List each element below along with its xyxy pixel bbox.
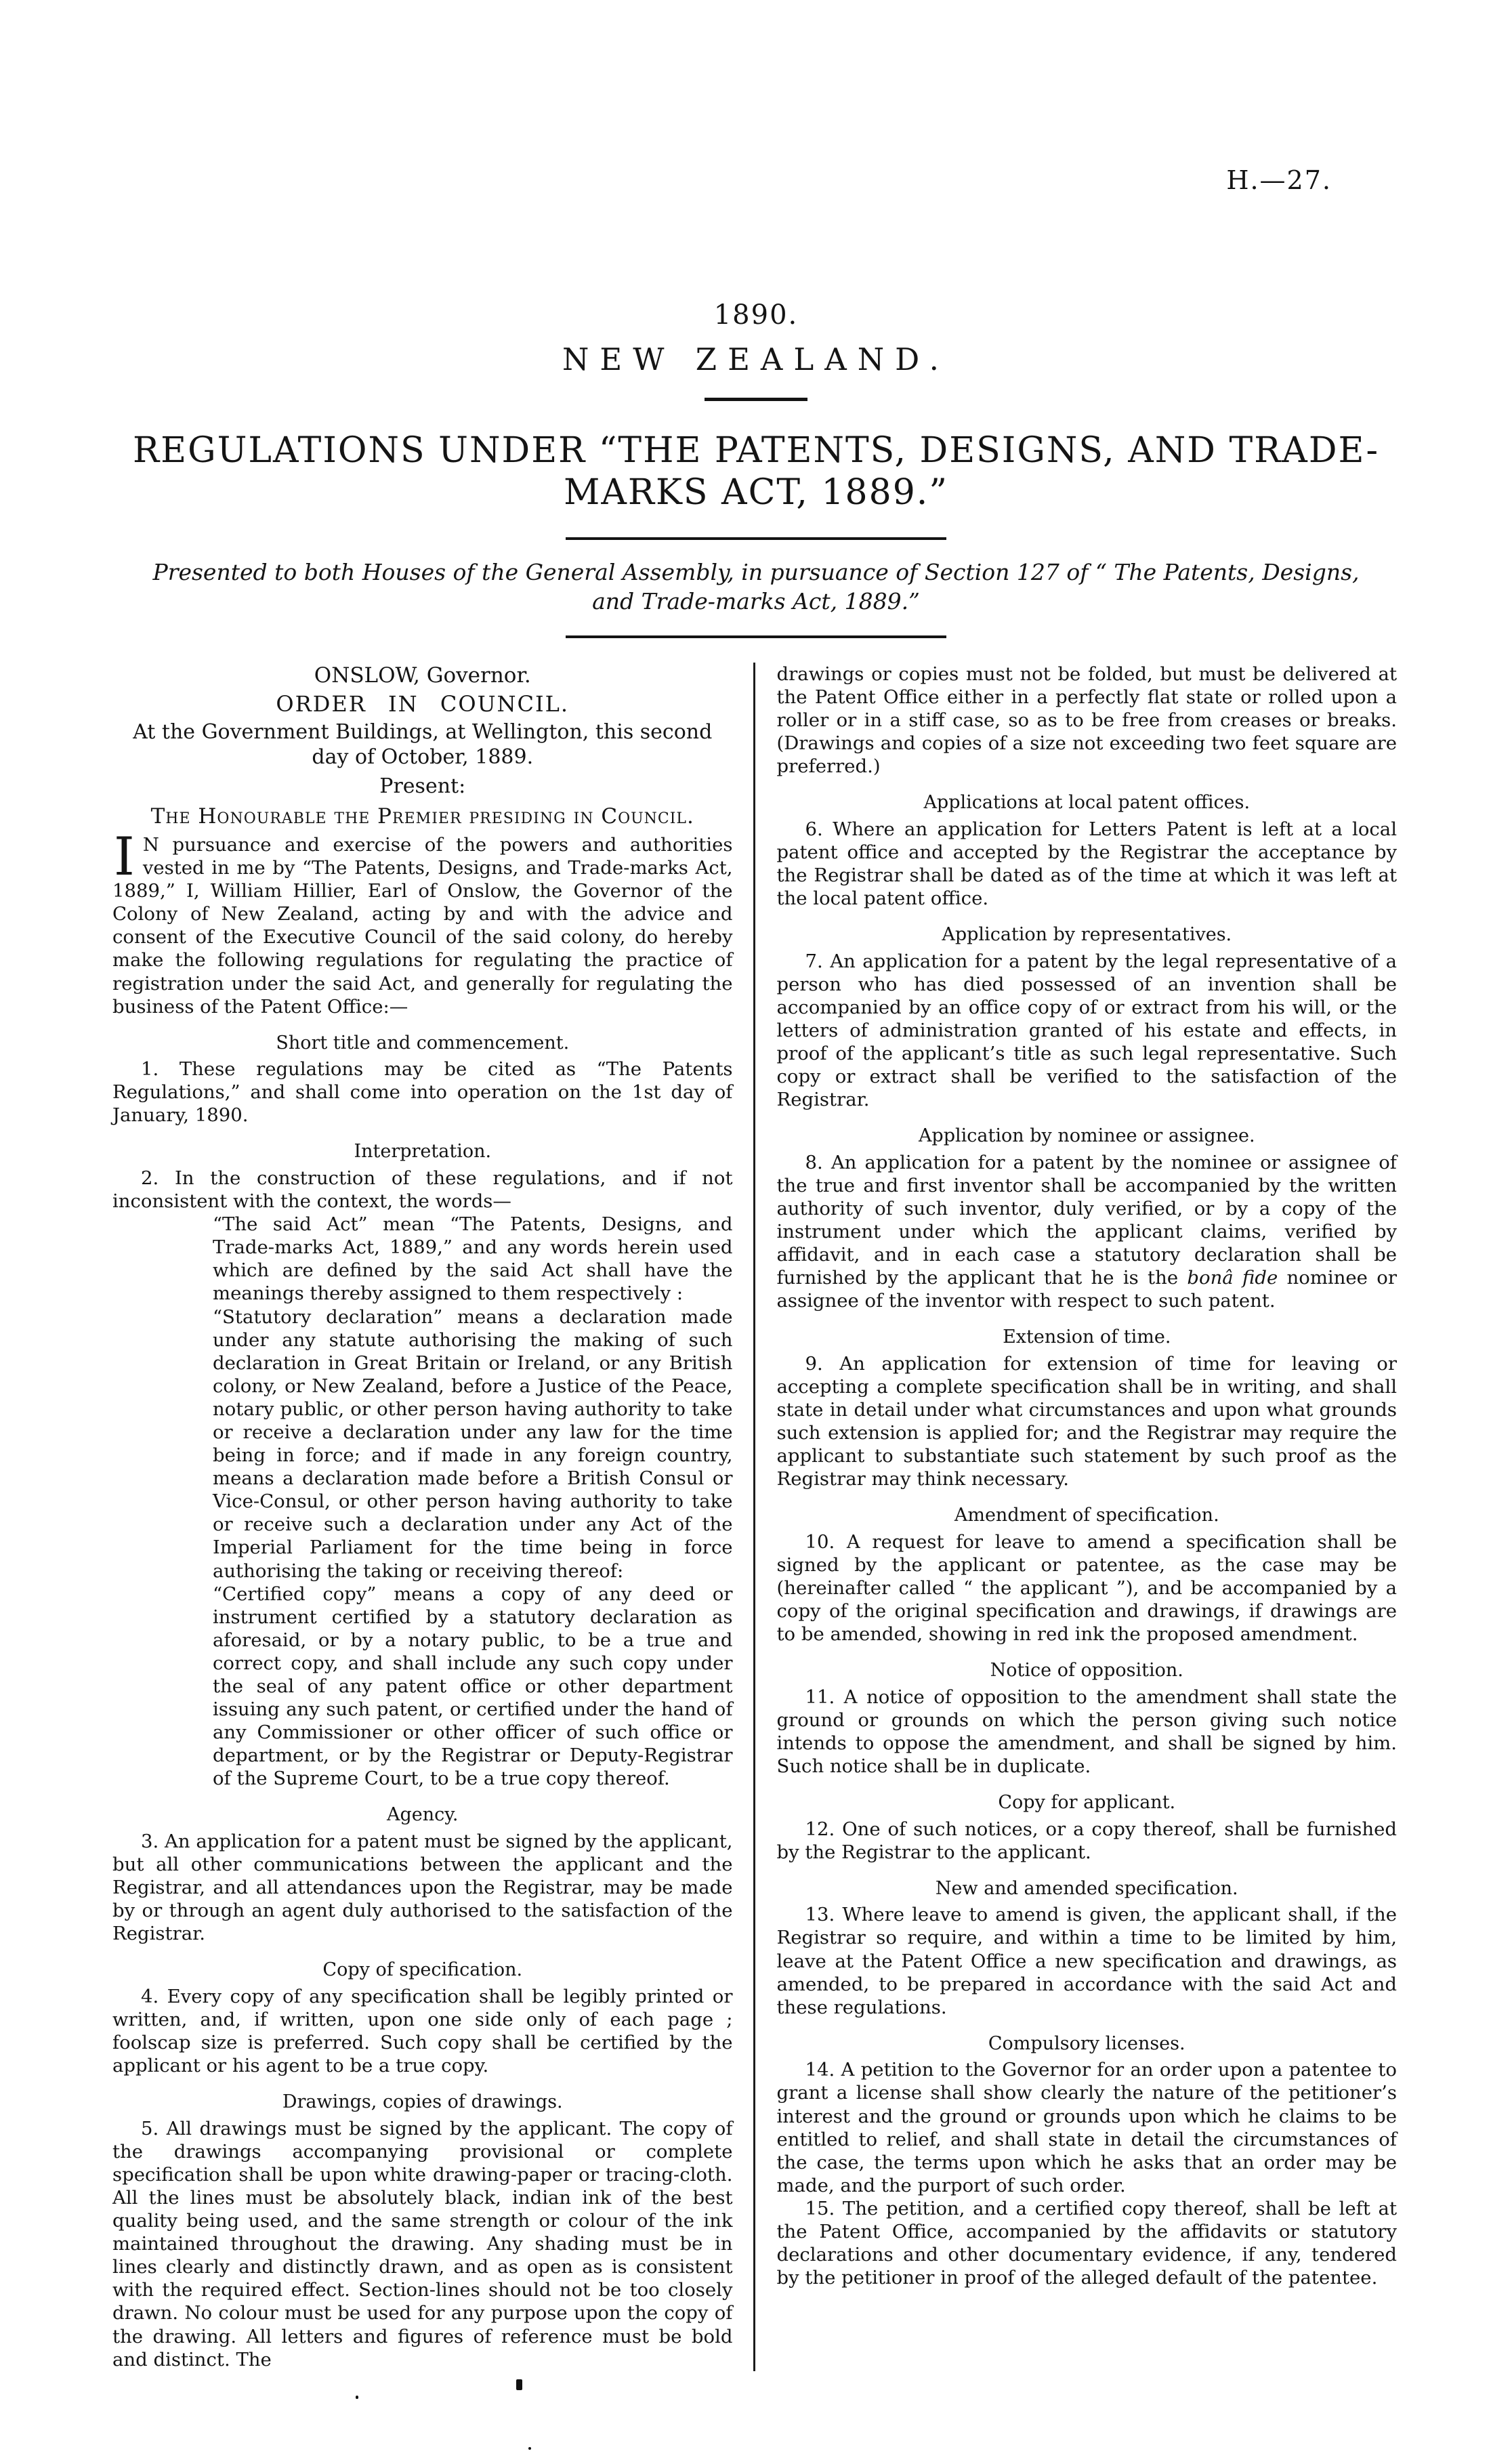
section-heading-agency: Agency. xyxy=(386,1804,459,1826)
order-in-council-line: ORDER IN COUNCIL. xyxy=(276,691,570,717)
section-heading-amendment-of-specification: Amendment of specification. xyxy=(954,1505,1219,1526)
main-title-line-2: MARKS ACT, 1889.” xyxy=(564,472,948,514)
premier-line: The Honourable the Premier presiding in Council. xyxy=(150,803,694,829)
ink-speck xyxy=(356,2396,358,2399)
title-rule xyxy=(566,537,946,540)
nation-heading: NEW ZEALAND. xyxy=(562,341,950,377)
section-heading-copy-of-specification: Copy of specification. xyxy=(322,1959,523,1981)
section-heading-interpretation: Interpretation. xyxy=(354,1141,492,1163)
ink-speck xyxy=(516,2379,522,2390)
ink-speck xyxy=(528,2447,531,2450)
preamble-text: N pursuance and exercise of the powers and authorities vested in me by “The Patents, Designs, and Trade-marks Act, 1889,” I, William Hillier, Earl of Onslow, the Governor of the Colony of New Zealand, acting by and with the advice and consent of the Executive Council of the said colony, do hereby make the following regulations for regulating the practice of registration under the said Act, and generally for regulating the business of the Patent Office:— xyxy=(112,833,733,1018)
paragraph-8-latin-phrase: bonâ fide xyxy=(1187,1267,1278,1289)
year-heading: 1890. xyxy=(713,299,799,331)
paragraph-8-text-before: 8. An application for a patent by the nominee or assignee of the true and first inventor shall be accompanied by the written authority of such inventor, duly verified, or by a copy of the instrument under which the applicant claims, verified by affidavit, and in each case a statutory declaration shall be furnished by the applicant that he is the xyxy=(776,1151,1397,1289)
section-heading-local-patent-offices: Applications at local patent offices. xyxy=(923,792,1251,814)
section-heading-application-by-representatives: Application by representatives. xyxy=(942,924,1232,946)
paragraph-6: 6. Where an application for Letters Patent is left at a local patent office and accepted by the Registrar the acceptance by the Registrar shall be dated as of the time at which it was left at the local patent office. xyxy=(776,818,1397,910)
place-date-line: At the Government Buildings, at Wellington, this second day of October, 1889. xyxy=(133,719,713,770)
main-title xyxy=(0,430,1512,514)
paragraph-1: 1. These regulations may be cited as “The Patents Regulations,” and shall come into operation on the 1st day of January, 1890. xyxy=(112,1058,733,1127)
paragraph-4: 4. Every copy of any specification shall be legibly printed or written, and, if written, upon one side only of each page ; foolscap size is preferred. Such copy shall be certified by the applicant or his agent to be a true copy. xyxy=(112,1985,733,2077)
paragraph-12: 12. One of such notices, or a copy thereof, shall be furnished by the Registrar to the applicant. xyxy=(776,1818,1397,1863)
paragraph-2: 2. In the construction of these regulations, and if not inconsistent with the context, the words— xyxy=(112,1167,733,1213)
paragraph-8-text-after: nominee or assignee of the inventor with respect to such patent. xyxy=(776,1267,1397,1312)
definition-statutory-declaration: “Statutory declaration” means a declaration made under any statute authorising the making of such declaration in Great Britain or Ireland, or any British colony, or New Zealand, before a Justice of the Peace, notary public, or other person having authority to take or receive a declaration under any law for the time being in force; and if made in any foreign country, means a declaration made before a British Consul or Vice-Consul, or other person having authority to take or receive such a declaration under any Act of the Imperial Parliament for the time being in force authorising the taking or receiving thereof: xyxy=(213,1306,733,1582)
governor-line: ONSLOW, Governor. xyxy=(314,663,531,688)
left-column xyxy=(112,663,753,2371)
section-heading-extension-of-time: Extension of time. xyxy=(1003,1327,1171,1348)
section-heading-new-and-amended-specification: New and amended specification. xyxy=(935,1877,1238,1899)
paragraph-10: 10. A request for leave to amend a specification shall be signed by the applicant or patentee, as the case may be (hereinafter called “ the applicant ”), and be accompanied by a copy of the original specification and drawings, if drawings are to be amended, showing in red ink the proposed amendment. xyxy=(776,1530,1397,1646)
paragraph-13: 13. Where leave to amend is given, the applicant shall, if the Registrar so require, and within a time to be limited by him, leave at the Patent Office a new specification and drawings, as amended, to be prepared in accordance with the said Act and these regulations. xyxy=(776,1904,1397,2018)
section-heading-notice-of-opposition: Notice of opposition. xyxy=(990,1660,1183,1682)
paragraph-5: 5. All drawings must be signed by the applicant. The copy of the drawings accompanying provisional or complete specification shall be upon white drawing-paper or tracing-cloth. All the lines must be absolutely black, indian ink of the best quality being used, and the same strength or colour of the ink maintained throughout the drawing. Any shading must be in lines clearly and distinctly drawn, and as open as is consistent with the required effect. Section-lines should not be too closely drawn. No colour must be used for any purpose upon the copy of the drawing. All letters and figures of reference must be bold and distinct. The xyxy=(112,2117,733,2371)
masthead-rule xyxy=(705,398,807,401)
presented-note: Presented to both Houses of the General Assembly, in pursuance of Section 127 of “ The Patents, Designs, and Trade-marks Act, 1889.” xyxy=(152,558,1360,615)
section-heading-drawings: Drawings, copies of drawings. xyxy=(282,2091,563,2113)
paragraph-14: 14. A petition to the Governor for an order upon a patentee to grant a license shall show clearly the nature of the petitioner’s interest and the ground or grounds upon which he claims to be entitled to relief, and shall state in detail the circumstances of the case, the terms upon which he asks that an order may be made, and the purport of such order. xyxy=(776,2059,1397,2196)
presented-rule xyxy=(566,635,946,638)
section-heading-short-title: Short title and commencement. xyxy=(276,1032,570,1053)
document-reference-number: H.—27. xyxy=(1226,165,1332,195)
preamble-paragraph xyxy=(112,826,733,1018)
definition-certified-copy: “Certified copy” means a copy of any deed or instrument certified by a statutory declaration as aforesaid, or by a notary public, to be a true and correct copy, and shall include any such copy under the seal of any patent office or other department issuing any such patent, or certified under the hand of any Commissioner or other officer of such office or department, or by the Registrar or Deputy-Registrar of the Supreme Court, to be a true copy thereof. xyxy=(213,1583,733,1790)
present-line: Present: xyxy=(379,774,466,799)
masthead xyxy=(0,0,1512,638)
paragraph-15: 15. The petition, and a certified copy thereof, shall be left at the Patent Office, accompanied by the affidavits or statutory declarations and other documentary evidence, if any, tendered by the petitioner in proof of the alleged default of the patentee. xyxy=(776,2197,1397,2289)
paragraph-3: 3. An application for a patent must be signed by the applicant, but all other communications between the applicant and the Registrar, and all attendances upon the Registrar, may be made by or through an agent duly authorised to the satisfaction of the Registrar. xyxy=(112,1830,733,1945)
right-column xyxy=(755,663,1398,2371)
paragraph-11: 11. A notice of opposition to the amendment shall state the ground or grounds on which the person giving such notice intends to oppose the amendment, and shall be signed by him. Such notice shall be in duplicate. xyxy=(776,1686,1397,1778)
paragraph-9: 9. An application for extension of time for leaving or accepting a complete specification shall be in writing, and shall state in detail under what circumstances and upon what grounds such extension is applied for; and the Registrar may require the applicant to substantiate such statement by such proof as the Registrar may think necessary. xyxy=(776,1352,1397,1490)
main-title-line-1: REGULATIONS UNDER “THE PATENTS, DESIGNS, AND TRADE- xyxy=(132,430,1380,471)
section-heading-copy-for-applicant: Copy for applicant. xyxy=(998,1792,1176,1814)
paragraph-5-continuation: drawings or copies must not be folded, but must be delivered at the Patent Office either in a perfectly flat state or rolled upon a roller or in a stiff case, so as to be free from creases or breaks. (Drawings and copies of a size not exceeding two feet square are preferred.) xyxy=(776,663,1397,778)
paragraph-8 xyxy=(777,1151,1398,1313)
section-heading-application-by-nominee: Application by nominee or assignee. xyxy=(918,1125,1255,1147)
definition-said-act: “The said Act” mean “The Patents, Designs, and Trade-marks Act, 1889,” and any words herein used which are defined by the said Act shall have the meanings thereby assigned to them respectively : xyxy=(213,1213,733,1305)
section-heading-compulsory-licenses: Compulsory licenses. xyxy=(988,2032,1185,2054)
paragraph-7: 7. An application for a patent by the legal representative of a person who has died possessed of an invention shall be accompanied by an office copy of or extract from his will, or the letters of administration granted of his estate and effects, in proof of the applicant’s title as such legal representative. Such copy or extract shall be verified to the satisfaction of the Registrar. xyxy=(776,950,1397,1111)
drop-cap-initial: I xyxy=(114,826,135,888)
two-column-body xyxy=(112,663,1397,2371)
